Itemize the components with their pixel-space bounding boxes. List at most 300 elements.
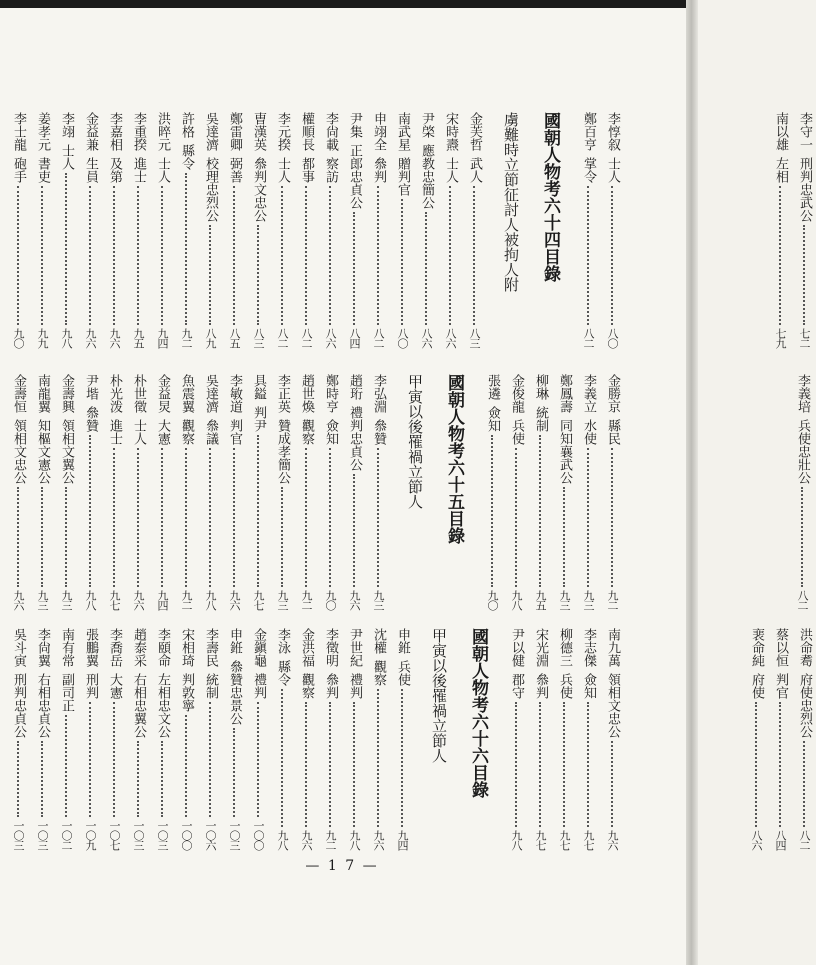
leader-dots (305, 702, 307, 827)
person-name: 李士龍 (11, 112, 26, 151)
page-ref: 九九 (36, 328, 49, 348)
toc-entry (504, 374, 528, 610)
leader-dots (209, 448, 211, 587)
toc-entry (600, 628, 624, 850)
page-ref: 一〇三 (228, 820, 241, 850)
page-ref: 九八 (510, 590, 523, 610)
toc-entry (294, 374, 318, 610)
page-ref: 八三 (252, 328, 265, 348)
page-ref: 八六 (324, 328, 337, 348)
leader-dots (611, 186, 613, 325)
page-ref: 九二 (324, 830, 337, 850)
toc-entry (78, 628, 102, 850)
toc-entry (222, 628, 246, 850)
toc-entry (246, 112, 270, 348)
person-name: 金芙哲 (467, 112, 482, 151)
page-ref: 九二 (180, 590, 193, 610)
leader-dots (65, 487, 67, 587)
column-spacer (414, 628, 426, 850)
book-gutter (686, 0, 698, 965)
toc-entry (270, 628, 294, 850)
toc-entry (78, 112, 102, 348)
page-ref: 九七 (582, 830, 595, 850)
person-title: 生員 (83, 157, 98, 183)
leader-dots (401, 689, 403, 827)
person-title: 禮判 (251, 673, 266, 699)
leader-dots (113, 186, 115, 325)
person-name: 李壽民 (203, 628, 218, 667)
person-title: 同知襄武公 (557, 419, 572, 484)
person-title: 水使 (581, 419, 596, 445)
person-name: 趙世煥 (299, 374, 314, 413)
person-name: 南以雄 (773, 112, 788, 151)
section-65-block (11, 374, 624, 610)
person-title: 刑判忠武公 (797, 157, 812, 222)
page-ref: 一〇六 (204, 820, 217, 850)
column-spacer (486, 112, 498, 348)
leader-dots (41, 487, 43, 587)
person-title: 府使忠烈公 (797, 673, 812, 738)
leader-dots (41, 186, 43, 325)
leader-dots (185, 173, 187, 325)
person-title: 士人 (275, 157, 290, 183)
person-title: 叅贊 (83, 406, 98, 432)
toc-entry (246, 374, 270, 610)
column-spacer (452, 628, 464, 850)
page-ref: 八二 (796, 590, 809, 610)
section-heading: 國朝人物考六十六目錄 (468, 628, 488, 798)
page-ref: 九〇 (486, 590, 499, 610)
page-ref: 九六 (606, 830, 619, 850)
person-name: 李泳 (275, 628, 290, 654)
person-title: 贈判官 (395, 157, 410, 196)
person-name: 李義立 (581, 374, 596, 413)
person-title: 正郎忠貞公 (347, 144, 362, 209)
leader-dots (353, 212, 355, 325)
leader-dots (803, 741, 805, 827)
toc-entry (30, 628, 54, 850)
person-title: 都事 (299, 157, 314, 183)
person-name: 李敏道 (227, 374, 242, 413)
person-title: 兵使 (509, 419, 524, 445)
leader-dots (65, 173, 67, 325)
person-name: 蔡以恒 (773, 628, 788, 667)
leader-dots (779, 702, 781, 827)
person-name: 李重揆 (131, 112, 146, 151)
person-title: 統制 (533, 406, 548, 432)
page-ref: 九五 (534, 590, 547, 610)
leader-dots (17, 186, 19, 325)
leader-dots (113, 702, 115, 817)
toc-entry (246, 628, 270, 850)
person-name: 李翊 (59, 112, 74, 138)
toc-entry (600, 374, 624, 610)
toc-entry (342, 112, 366, 348)
person-title: 領相文翼公 (59, 419, 74, 484)
person-name: 權順長 (299, 112, 314, 151)
column-spacer (468, 374, 480, 610)
person-name: 尹以健 (509, 628, 524, 667)
page-ref: 九六 (348, 590, 361, 610)
leader-dots (185, 715, 187, 817)
toc-entry (768, 628, 792, 850)
leader-dots (353, 702, 355, 827)
leader-dots (233, 186, 235, 325)
person-name: 吳達濟 (203, 374, 218, 413)
person-name: 張遴 (485, 374, 500, 400)
person-name: 尹世紀 (347, 628, 362, 667)
toc-entry (576, 628, 600, 850)
leader-dots (257, 435, 259, 587)
section-subheading: 虜難時立節征討人被拘人附 (502, 112, 520, 292)
person-title: 僉知 (323, 419, 338, 445)
page-ref: 一〇三 (36, 820, 49, 850)
page-ref: 八六 (420, 328, 433, 348)
person-name: 尹集 (347, 112, 362, 138)
toc-entry (366, 374, 390, 610)
leader-dots (377, 186, 379, 325)
page-ref: 八二 (300, 328, 313, 348)
person-name: 宋時燾 (443, 112, 458, 151)
person-name: 李正英 (275, 374, 290, 413)
facing-page-upper-entries (766, 112, 816, 348)
toc-entry (480, 374, 504, 610)
page-ref: 一〇三 (132, 820, 145, 850)
page-ref: 八〇 (606, 328, 619, 348)
person-title: 砲手 (11, 157, 26, 183)
toc-entry (6, 628, 30, 850)
person-name: 李元揆 (275, 112, 290, 151)
page-ref: 九三 (276, 590, 289, 610)
person-name: 宋相琦 (179, 628, 194, 667)
person-title: 兵使忠壯公 (795, 419, 810, 484)
toc-entry (600, 112, 624, 348)
page-ref: 九六 (132, 590, 145, 610)
page-ref: 九八 (204, 590, 217, 610)
person-title: 右相忠翼公 (131, 673, 146, 738)
toc-entry (150, 628, 174, 850)
page-ref: 九七 (108, 590, 121, 610)
person-name: 金壽恒 (11, 374, 26, 413)
person-name: 金洪福 (299, 628, 314, 667)
page-ref: 八〇 (396, 328, 409, 348)
person-title: 縣民 (605, 419, 620, 445)
person-title: 刑判 (83, 673, 98, 699)
person-name: 李志傑 (581, 628, 596, 667)
toc-entry (790, 374, 814, 610)
person-title: 左相忠文公 (155, 673, 170, 738)
person-name: 金益炅 (155, 374, 170, 413)
person-title: 統制 (203, 673, 218, 699)
page-ref: 八二 (276, 328, 289, 348)
person-name: 柳德三 (557, 628, 572, 667)
toc-entry (318, 112, 342, 348)
toc-entry (504, 628, 528, 850)
person-name: 李尙翼 (35, 628, 50, 667)
person-title: 叅判 (371, 157, 386, 183)
person-title: 掌令 (581, 157, 596, 183)
facing-page (698, 0, 816, 965)
page-ref: 九三 (558, 590, 571, 610)
leader-dots (473, 186, 475, 325)
person-title: 縣令 (179, 144, 194, 170)
leader-dots (137, 186, 139, 325)
leader-dots (161, 448, 163, 587)
page-ref: 九四 (396, 830, 409, 850)
toc-entry (414, 112, 438, 348)
person-title: 刑判忠貞公 (11, 673, 26, 738)
leader-dots (563, 702, 565, 827)
person-title: 禮判忠貞公 (347, 406, 362, 471)
person-title: 領相文忠公 (11, 419, 26, 484)
person-name: 李頤命 (155, 628, 170, 667)
person-name: 南有常 (59, 628, 74, 667)
leader-dots (161, 186, 163, 325)
leader-dots (377, 448, 379, 587)
page-ref: 八三 (468, 328, 481, 348)
leader-dots (377, 689, 379, 827)
person-title: 觀察 (371, 660, 386, 686)
person-title: 叅贊忠景公 (227, 660, 242, 725)
page-ref: 九七 (534, 830, 547, 850)
toc-entry (390, 628, 414, 850)
toc-entry (174, 628, 198, 850)
page-ref: 九六 (228, 590, 241, 610)
leader-dots (491, 435, 493, 587)
page-ref: 九七 (252, 590, 265, 610)
person-name: 李義培 (795, 374, 810, 413)
page-ref: 九四 (156, 590, 169, 610)
leader-dots (329, 186, 331, 325)
leader-dots (305, 448, 307, 587)
page-ref: 一〇二 (60, 820, 73, 850)
person-name: 魚震翼 (179, 374, 194, 413)
person-title: 知樞文憲公 (35, 419, 50, 484)
page-ref: 八二 (372, 328, 385, 348)
person-title: 判敦寧 (179, 673, 194, 712)
person-name: 鄭百亨 (581, 112, 596, 151)
leader-dots (137, 741, 139, 817)
leader-dots (257, 702, 259, 817)
toc-entry (552, 628, 576, 850)
leader-dots (89, 702, 91, 817)
toc-entry (102, 112, 126, 348)
page-ref: 九三 (36, 590, 49, 610)
toc-entry (150, 112, 174, 348)
leader-dots (801, 487, 803, 587)
toc-entry (198, 374, 222, 610)
person-name: 金勝京 (605, 374, 620, 413)
page-ref: 九〇 (324, 590, 337, 610)
person-name: 李尙載 (323, 112, 338, 151)
page-ref: 九五 (132, 328, 145, 348)
toc-entry (126, 374, 150, 610)
toc-entry (528, 628, 552, 850)
person-name: 柳琳 (533, 374, 548, 400)
person-title: 僉知 (581, 673, 596, 699)
person-title: 校理忠烈公 (203, 157, 218, 222)
page-number: — 1 7 — (305, 858, 379, 874)
leader-dots (137, 448, 139, 587)
column-spacer (564, 112, 576, 348)
leader-dots (209, 225, 211, 325)
page-ref: 八五 (228, 328, 241, 348)
toc-entry (6, 112, 30, 348)
person-title: 觀察 (179, 419, 194, 445)
page-ref: 八二 (798, 830, 811, 850)
page-ref: 九七 (558, 830, 571, 850)
person-title: 觀察 (299, 673, 314, 699)
person-title: 僉知 (485, 406, 500, 432)
page-ref: 八二 (582, 328, 595, 348)
toc-entry (366, 628, 390, 850)
toc-entry (438, 112, 462, 348)
person-name: 李嘉相 (107, 112, 122, 151)
page-ref: 九二 (180, 328, 193, 348)
person-title: 大憲 (107, 673, 122, 699)
leader-dots (305, 186, 307, 325)
page-ref: 九八 (348, 830, 361, 850)
section-heading: 國朝人物考六十五目錄 (444, 374, 464, 544)
page-ref: 九二 (606, 590, 619, 610)
person-name: 南龍翼 (35, 374, 50, 413)
leader-dots (425, 212, 427, 325)
person-name: 尹堦 (83, 374, 98, 400)
person-name: 許格 (179, 112, 194, 138)
person-name: 鄭鳳壽 (557, 374, 572, 413)
page-ref: 九六 (372, 830, 385, 850)
leader-dots (587, 448, 589, 587)
person-name: 吳達濟 (203, 112, 218, 151)
page-ref: 九〇 (12, 328, 25, 348)
leader-dots (611, 448, 613, 587)
toc-entry (528, 374, 552, 610)
toc-entry (576, 374, 600, 610)
leader-dots (515, 702, 517, 827)
toc-entry (318, 374, 342, 610)
person-name: 金鎭龜 (251, 628, 266, 667)
leader-dots (539, 435, 541, 587)
toc-entry (78, 374, 102, 610)
page-ref: 一〇〇 (180, 820, 193, 850)
toc-entry (102, 628, 126, 850)
leader-dots (89, 186, 91, 325)
person-title: 領相文忠公 (605, 673, 620, 738)
person-title: 大憲 (155, 419, 170, 445)
toc-entry (318, 628, 342, 850)
leader-dots (89, 435, 91, 587)
toc-entry (744, 628, 768, 850)
column-spacer (390, 374, 402, 610)
leader-dots (755, 702, 757, 827)
leader-dots (17, 487, 19, 587)
person-title: 府使 (749, 673, 764, 699)
person-title: 叅議 (203, 419, 218, 445)
person-name: 李弘淵 (371, 374, 386, 413)
leader-dots (113, 448, 115, 587)
person-title: 副司正 (59, 673, 74, 712)
person-title: 叅判 (323, 673, 338, 699)
person-title: 郡守 (509, 673, 524, 699)
leader-dots (539, 702, 541, 827)
page-ref: 一〇七 (108, 820, 121, 850)
person-name: 具鎰 (251, 374, 266, 400)
toc-entry (6, 374, 30, 610)
person-name: 宋光淵 (533, 628, 548, 667)
leader-dots (281, 186, 283, 325)
toc-entry (270, 112, 294, 348)
leader-dots (41, 741, 43, 817)
page-ref: 八四 (774, 830, 787, 850)
section-66-block (11, 628, 624, 850)
leader-dots (329, 702, 331, 827)
page-ref: 九六 (300, 830, 313, 850)
person-name: 申翊全 (371, 112, 386, 151)
person-name: 李徵明 (323, 628, 338, 667)
section-subheading: 甲寅以後罹禍立節人 (406, 374, 424, 509)
leader-dots (401, 199, 403, 325)
person-title: 察訪 (323, 157, 338, 183)
person-name: 南九萬 (605, 628, 620, 667)
person-name: 洪命耈 (797, 628, 812, 667)
person-title: 判尹 (251, 406, 266, 432)
person-title: 判官 (773, 673, 788, 699)
section-subheading: 甲寅以後罹禍立節人 (430, 628, 448, 763)
page-ref: 九三 (582, 590, 595, 610)
person-title: 右相忠貞公 (35, 673, 50, 738)
toc-entry (270, 374, 294, 610)
person-name: 鄭時亨 (323, 374, 338, 413)
page-ref: 九四 (156, 328, 169, 348)
person-name: 南武星 (395, 112, 410, 151)
person-title: 叅判文忠公 (251, 157, 266, 222)
page-ref: 九六 (12, 590, 25, 610)
person-title: 弼善 (227, 157, 242, 183)
person-name: 張鵬翼 (83, 628, 98, 667)
page-ref: 九三 (372, 590, 385, 610)
page-ref: 八六 (444, 328, 457, 348)
toc-entry (54, 112, 78, 348)
toc-entry (222, 374, 246, 610)
person-name: 趙珩 (347, 374, 362, 400)
person-name: 金俊龍 (509, 374, 524, 413)
person-title: 贊成孝簡公 (275, 419, 290, 484)
person-title: 叅贊 (371, 419, 386, 445)
toc-entry (102, 374, 126, 610)
facing-page-middle-entries (784, 374, 814, 610)
leader-dots (515, 448, 517, 587)
toc-entry (54, 628, 78, 850)
person-name: 尹棨 (419, 112, 434, 138)
page-ref: 九六 (108, 328, 121, 348)
toc-entry (126, 112, 150, 348)
page-ref: 一〇三 (156, 820, 169, 850)
leader-dots (17, 741, 19, 817)
toc-entry (342, 628, 366, 850)
toc-entry (150, 374, 174, 610)
person-title: 及第 (107, 157, 122, 183)
person-title: 進士 (131, 157, 146, 183)
leader-dots (587, 702, 589, 827)
person-name: 李喬岳 (107, 628, 122, 667)
leader-dots (779, 186, 781, 325)
toc-entry (30, 374, 54, 610)
toc-entry (552, 374, 576, 610)
leader-dots (281, 487, 283, 587)
toc-entry (222, 112, 246, 348)
toc-entry (768, 112, 792, 348)
column-spacer (428, 374, 440, 610)
